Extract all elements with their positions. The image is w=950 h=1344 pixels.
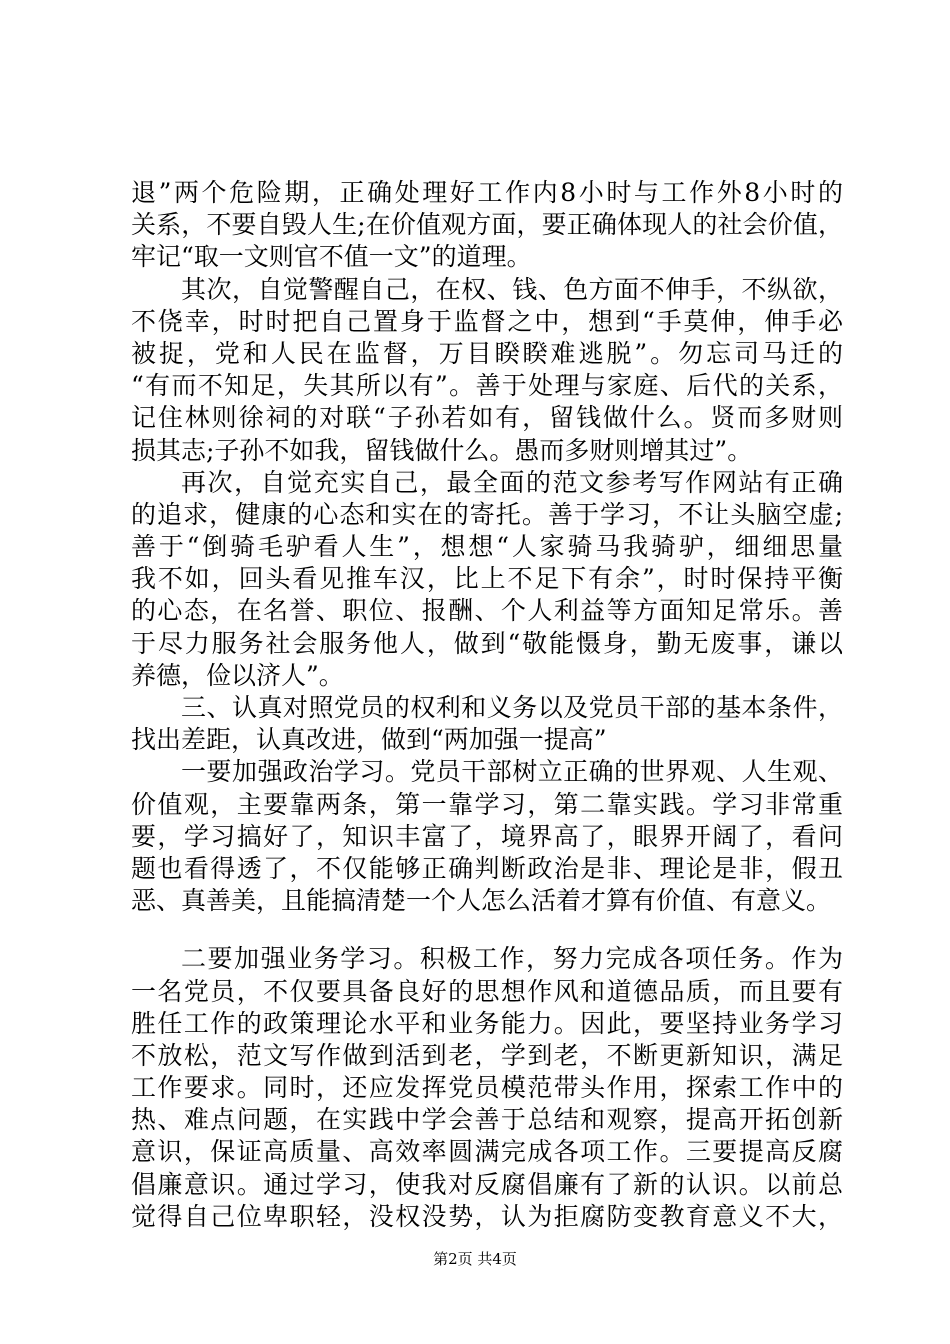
text-line: 三、认真对照党员的权利和义务以及党员干部的基本条件， bbox=[181, 693, 843, 722]
text-line: 题也看得透了，不仅能够正确判断政治是非、理论是非，假丑 bbox=[131, 853, 843, 883]
text-line: 找出差距，认真改进，做到“两加强一提高” bbox=[131, 725, 607, 755]
text-line: 倡廉意识。通过学习，使我对反腐倡廉有了新的认识。以前总 bbox=[131, 1169, 843, 1199]
document-body bbox=[131, 177, 843, 1233]
text-line: 损其志;子孙不如我，留钱做什么。愚而多财则增其过”。 bbox=[131, 435, 753, 465]
text-line: 记住林则徐祠的对联“子孙若如有，留钱做什么。贤而多财则 bbox=[131, 403, 843, 433]
text-line: 不放松，范文写作做到活到老，学到老，不断更新知识，满足 bbox=[131, 1040, 843, 1070]
text-line: 要，学习搞好了，知识丰富了，境界高了，眼界开阔了，看问 bbox=[131, 821, 843, 851]
text-line: 恶、真善美，且能搞清楚一个人怎么活着才算有价值、有意义。 bbox=[131, 886, 832, 916]
text-line: 一名党员，不仅要具备良好的思想作风和道德品质，而且要有 bbox=[131, 976, 843, 1006]
text-line: 不侥幸，时时把自己置身于监督之中，想到“手莫伸，伸手必 bbox=[131, 306, 843, 336]
paragraph-gap bbox=[131, 917, 843, 943]
text-line: “有而不知足，失其所以有”。善于处理与家庭、后代的关系， bbox=[131, 371, 843, 401]
text-line: 胜任工作的政策理论水平和业务能力。因此，要坚持业务学习 bbox=[131, 1008, 843, 1038]
text-line: 我不如，回头看见推车汉，比上不足下有余”，时时保持平衡 bbox=[131, 564, 843, 594]
page-footer: 第2页 共4页 bbox=[433, 1250, 517, 1268]
text-line: 的追求，健康的心态和实在的寄托。善于学习，不让头脑空虚; bbox=[131, 499, 843, 529]
text-line: 善于“倒骑毛驴看人生”，想想“人家骑马我骑驴，细细思量 bbox=[131, 532, 843, 562]
text-line: 二要加强业务学习。积极工作，努力完成各项任务。作为 bbox=[181, 944, 843, 974]
text-line: 的心态，在名誉、职位、报酬、个人利益等方面知足常乐。善 bbox=[131, 596, 843, 626]
text-line: 热、难点问题，在实践中学会善于总结和观察，提高开拓创新 bbox=[131, 1105, 843, 1135]
text-line: 一要加强政治学习。党员干部树立正确的世界观、人生观、 bbox=[181, 757, 843, 787]
text-line: 工作要求。同时，还应发挥党员模范带头作用，探索工作中的 bbox=[131, 1073, 843, 1103]
text-line: 牢记“取一文则官不值一文”的道理。 bbox=[131, 242, 532, 272]
text-line: 退”两个危险期，正确处理好工作内8小时与工作外8小时的 bbox=[131, 178, 843, 207]
text-line: 觉得自己位卑职轻，没权没势，认为拒腐防变教育意义不大， bbox=[131, 1201, 843, 1231]
text-line: 其次，自觉警醒自己，在权、钱、色方面不伸手，不纵欲， bbox=[181, 274, 843, 304]
text-line: 养德，俭以济人”。 bbox=[131, 660, 344, 690]
text-line: 意识，保证高质量、高效率圆满完成各项工作。三要提高反腐 bbox=[131, 1137, 843, 1167]
text-line: 价值观，主要靠两条，第一靠学习，第二靠实践。学习非常重 bbox=[131, 789, 843, 819]
text-line: 于尽力服务社会服务他人，做到“敬能慑身，勤无废事，谦以 bbox=[131, 628, 843, 658]
text-line: 被捉，党和人民在监督，万目睽睽难逃脱”。勿忘司马迁的 bbox=[131, 338, 843, 368]
paragraph-block-1 bbox=[131, 177, 843, 917]
text-line: 关系，不要自毁人生;在价值观方面，要正确体现人的社会价值， bbox=[131, 210, 843, 240]
text-line: 再次，自觉充实自己，最全面的范文参考写作网站有正确 bbox=[181, 467, 843, 497]
paragraph-block-2 bbox=[131, 943, 843, 1233]
